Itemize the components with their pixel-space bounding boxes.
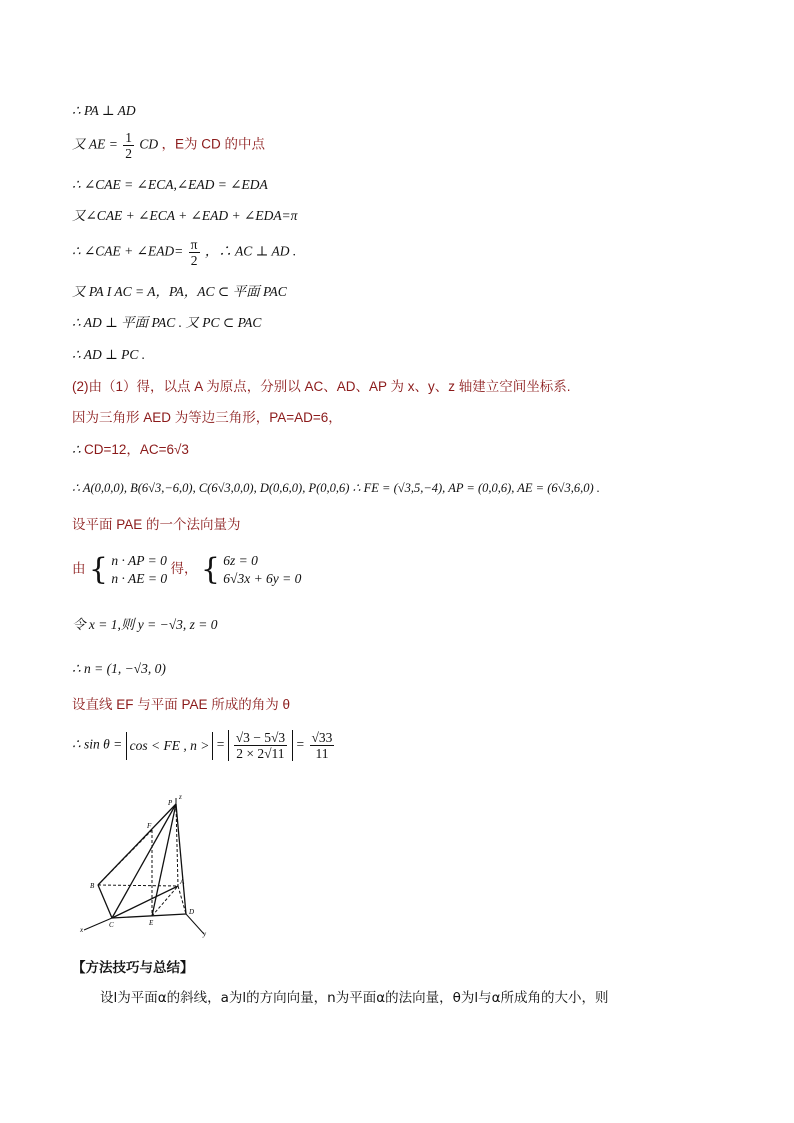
frac-den: 2 × 2√11 [236, 746, 285, 761]
left-brace-2: { [200, 552, 220, 587]
sin-theta: ∴ sin θ = [72, 736, 123, 752]
edge-bc [98, 885, 112, 918]
angle-theta-intro: 设直线 EF 与平面 PAE 所成的角为 θ [72, 697, 291, 712]
proof-line-ae-half-cd [72, 130, 265, 161]
left-brace: { [88, 552, 108, 587]
frac-num: √3 − 5√3 [235, 730, 286, 745]
coordinates-line: ∴ A(0,0,0), B(6√3,−6,0), C(6√3,0,0), D(0,6,0), P(0,0,6) ∴ FE = (√3,5,−4), AP = (0,0,6), AE = (6√3,6,0) . [72, 481, 600, 495]
proof-line-angle-sum: 又∠CAE + ∠ECA + ∠EAD + ∠EDA=π [72, 208, 298, 223]
label-x: x [80, 926, 84, 934]
e-midpoint-text: ，E为 CD 的中点 [161, 136, 266, 152]
frac-den: 11 [315, 746, 329, 761]
part2-setup: (2)由（1）得，以点 A 为原点，分别以 AC、AD、AP 为 x、y、z 轴建立空间坐标系. [72, 379, 571, 394]
frac-den: 2 [190, 253, 198, 268]
fraction-one-half [123, 130, 134, 161]
abs-cos: cos < FE , n > [126, 732, 214, 760]
proof-line-pa-cap-ac: 又 PA I AC = A，PA，AC ⊂ 平面 PAC [72, 284, 287, 299]
fraction-main [234, 730, 287, 761]
proof-line-half-pi [72, 237, 296, 268]
cd-ac-values [72, 441, 189, 459]
equilateral-triangle-line: 因为三角形 AED 为等边三角形，PA=AD=6， [72, 410, 342, 425]
section-heading: 【方法技巧与总结】 [72, 960, 194, 976]
fraction-result [310, 730, 335, 761]
summary-line: 设l为平面α的斜线，a为l的方向向量，n为平面α的法向量，θ为l与α所成角的大小，则 [100, 990, 609, 1006]
proof-line-pa-perp-ad: ∴ PA ⊥ AD [72, 103, 136, 118]
proof-line-ad-perp-pc: ∴ AD ⊥ PC . [72, 347, 146, 362]
equals-2: = [296, 736, 305, 752]
get-text: 得， [170, 561, 198, 577]
system-eq-4: 6√3x + 6y = 0 [223, 571, 302, 586]
system-1 [111, 552, 167, 588]
system-line [72, 552, 301, 588]
angle-sum-half: ∴ ∠CAE + ∠EAD= [72, 243, 184, 259]
system-2 [223, 552, 301, 588]
frac-num: √33 [311, 730, 333, 745]
abs-fraction [228, 730, 293, 761]
proof-line-angles-equal: ∴ ∠CAE = ∠ECA,∠EAD = ∠EDA [72, 177, 268, 192]
edge-cd [112, 914, 186, 918]
frac-num: 1 [125, 130, 132, 145]
label-z: z [179, 793, 182, 801]
edge-ea [152, 886, 178, 916]
therefore-symbol: ∴ [72, 442, 84, 457]
you-text: 由 [72, 561, 86, 577]
equals-1: = [216, 736, 225, 752]
label-b: B [90, 882, 95, 890]
geometry-figure [78, 790, 218, 940]
frac-den: 2 [125, 146, 132, 161]
normal-vector-intro: 设平面 PAE 的一个法向量为 [72, 517, 241, 532]
label-c: C [109, 921, 114, 929]
system-eq-3: 6z = 0 [223, 553, 258, 568]
edge-ca [112, 886, 178, 918]
y-axis [186, 914, 204, 934]
label-f: F [147, 822, 152, 830]
label-d: D [189, 908, 195, 916]
edge-pe [152, 804, 176, 916]
sin-theta-line [72, 730, 336, 761]
label-e: E [149, 919, 154, 927]
normal-vector-result: ∴ n = (1, −√3, 0) [72, 661, 166, 676]
label-a: A [180, 878, 185, 886]
system-eq-1: n · AP = 0 [111, 553, 167, 568]
label-p: P [168, 799, 173, 807]
proof-line-ad-perp-plane: ∴ AD ⊥ 平面 PAC . 又 PC ⊂ PAC [72, 315, 262, 330]
label-y: y [203, 930, 207, 938]
x-axis [84, 918, 112, 930]
ae-eq: 又 AE = [72, 136, 118, 152]
ac-perp-ad: ，∴ AC ⊥ AD . [204, 243, 297, 259]
fraction-pi-over-2 [189, 237, 200, 268]
cd-symbol: CD [139, 136, 159, 152]
system-eq-2: n · AE = 0 [111, 571, 168, 586]
frac-num: π [190, 237, 198, 252]
cd-ac-text: CD=12，AC=6√3 [83, 442, 189, 457]
edge-ba [98, 885, 178, 886]
let-x-line: 令 x = 1,则 y = −√3, z = 0 [72, 617, 218, 632]
